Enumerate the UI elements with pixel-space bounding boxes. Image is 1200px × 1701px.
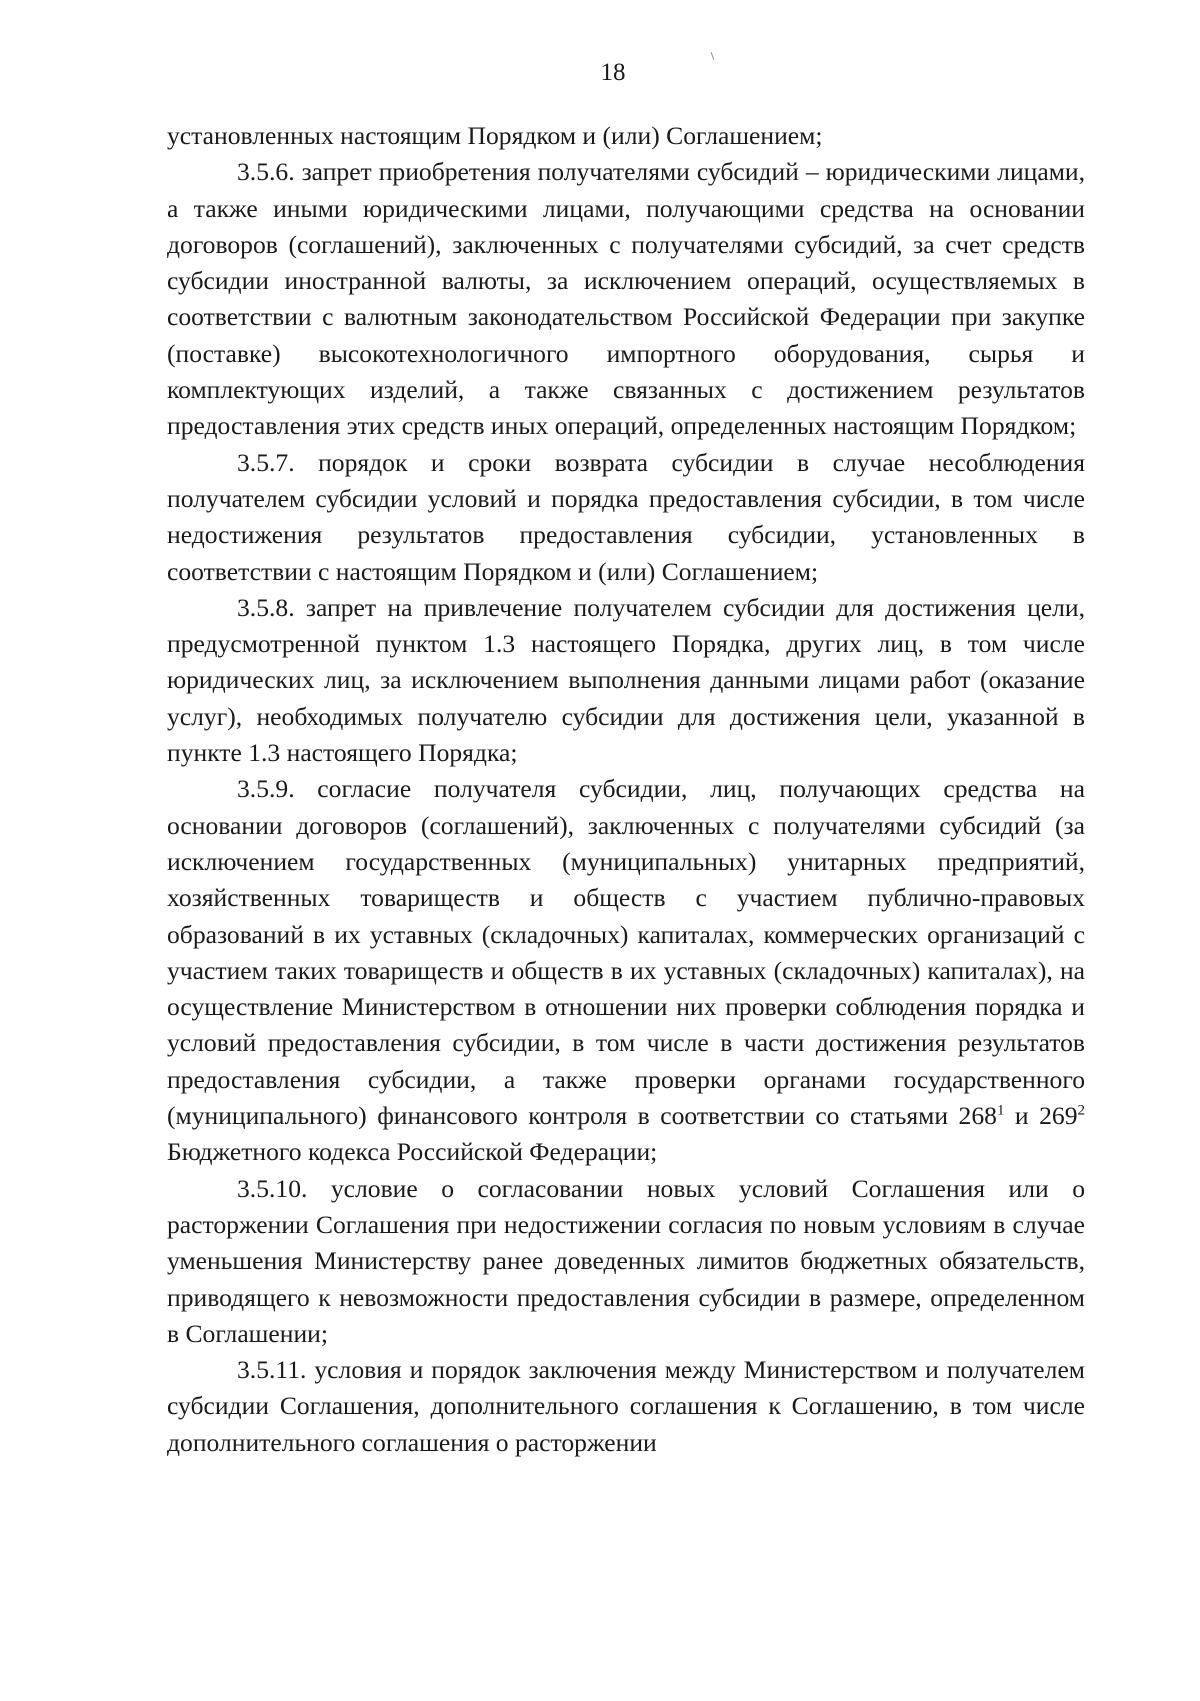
paragraph-3-5-11: 3.5.11. условия и порядок заключения между Министерством и получателем субсидии Соглашения, дополнительного соглашения к Соглашению, в том числе дополнительного соглашения о расторжении xyxy=(167,1355,1085,1457)
paragraph-3-5-9-text-after: Бюджетного кодекса Российской Федерации; xyxy=(167,1137,658,1167)
paragraph-3-5-10: 3.5.10. условие о согласовании новых условий Соглашения или о расторжении Соглашения при недостижении согласия по новым условиям в случае уменьшения Министерству ранее доведенных лимитов бюджетных обязательств, приводящего к невозможности предоставления субсидии в размере, определенном в Соглашении; xyxy=(167,1173,1085,1348)
superscript-article-269: 2 xyxy=(1077,1102,1086,1119)
paragraph-3-5-8: 3.5.8. запрет на привлечение получателем субсидии для достижения цели, предусмотренной пунктом 1.3 настоящего Порядка, других лиц, в том числе юридических лиц, за исключением выполнения данными лицами работ (оказание услуг), необходимых получателю субсидии для достижения цели, указанной в пункте 1.3 настоящего Порядка; xyxy=(167,592,1085,768)
paragraph-3-5-9-text-middle: и 269 xyxy=(1004,1101,1078,1131)
paragraph-3-5-6: 3.5.6. запрет приобретения получателями субсидий – юридическими лицами, а также иными юридическими лицами, получающими средства на основании договоров (соглашений), заключенных с получателями субсидий, за счет средств субсидии иностранной валюты, за исключением операций, осуществляемых в соответствии с валютным законодательством Российской Федерации при закупке (поставке) высокотехнологичного импортного оборудования, сырья и комплектующих изделий, а также связанных с достижением результатов предоставления этих средств иных операций, определенных настоящим Порядком; xyxy=(167,157,1085,441)
paragraph-3-5-9 xyxy=(167,771,1085,1170)
paragraph-3-5-7: 3.5.7. порядок и сроки возврата субсидии в случае несоблюдения получателем субсидии условий и порядка предоставления субсидии, в том числе недостижения результатов предоставления субсидии, установленных в соответствии с настоящим Порядком и (или) Соглашением; xyxy=(167,447,1085,586)
paragraph-continuation: установленных настоящим Порядком и (или) Соглашением; xyxy=(167,121,823,150)
superscript-article-268: 1 xyxy=(996,1102,1005,1119)
document-body xyxy=(167,118,1085,1461)
paragraph-3-5-9-text-before: 3.5.9. согласие получателя субсидии, лиц, получающих средства на основании договоров (соглашений), заключенных с получателями субсидий (за исключением государственных (муниципальных) унитарных предприятий, хозяйственных товариществ и обществ с участием публично-правовых образований в их уставных (складочных) капиталах, коммерческих организаций с участием таких товариществ и обществ в их уставных (складочных) капиталах), на осуществление Министерством в отношении них проверки соблюдения порядка и условий предоставления субсидии, в том числе в части достижения результатов предоставления субсидии, а также проверки органами государственного (муниципального) финансового контроля в соответствии со статьями 268 xyxy=(167,774,1085,1131)
page-number: 18 xyxy=(600,59,626,86)
